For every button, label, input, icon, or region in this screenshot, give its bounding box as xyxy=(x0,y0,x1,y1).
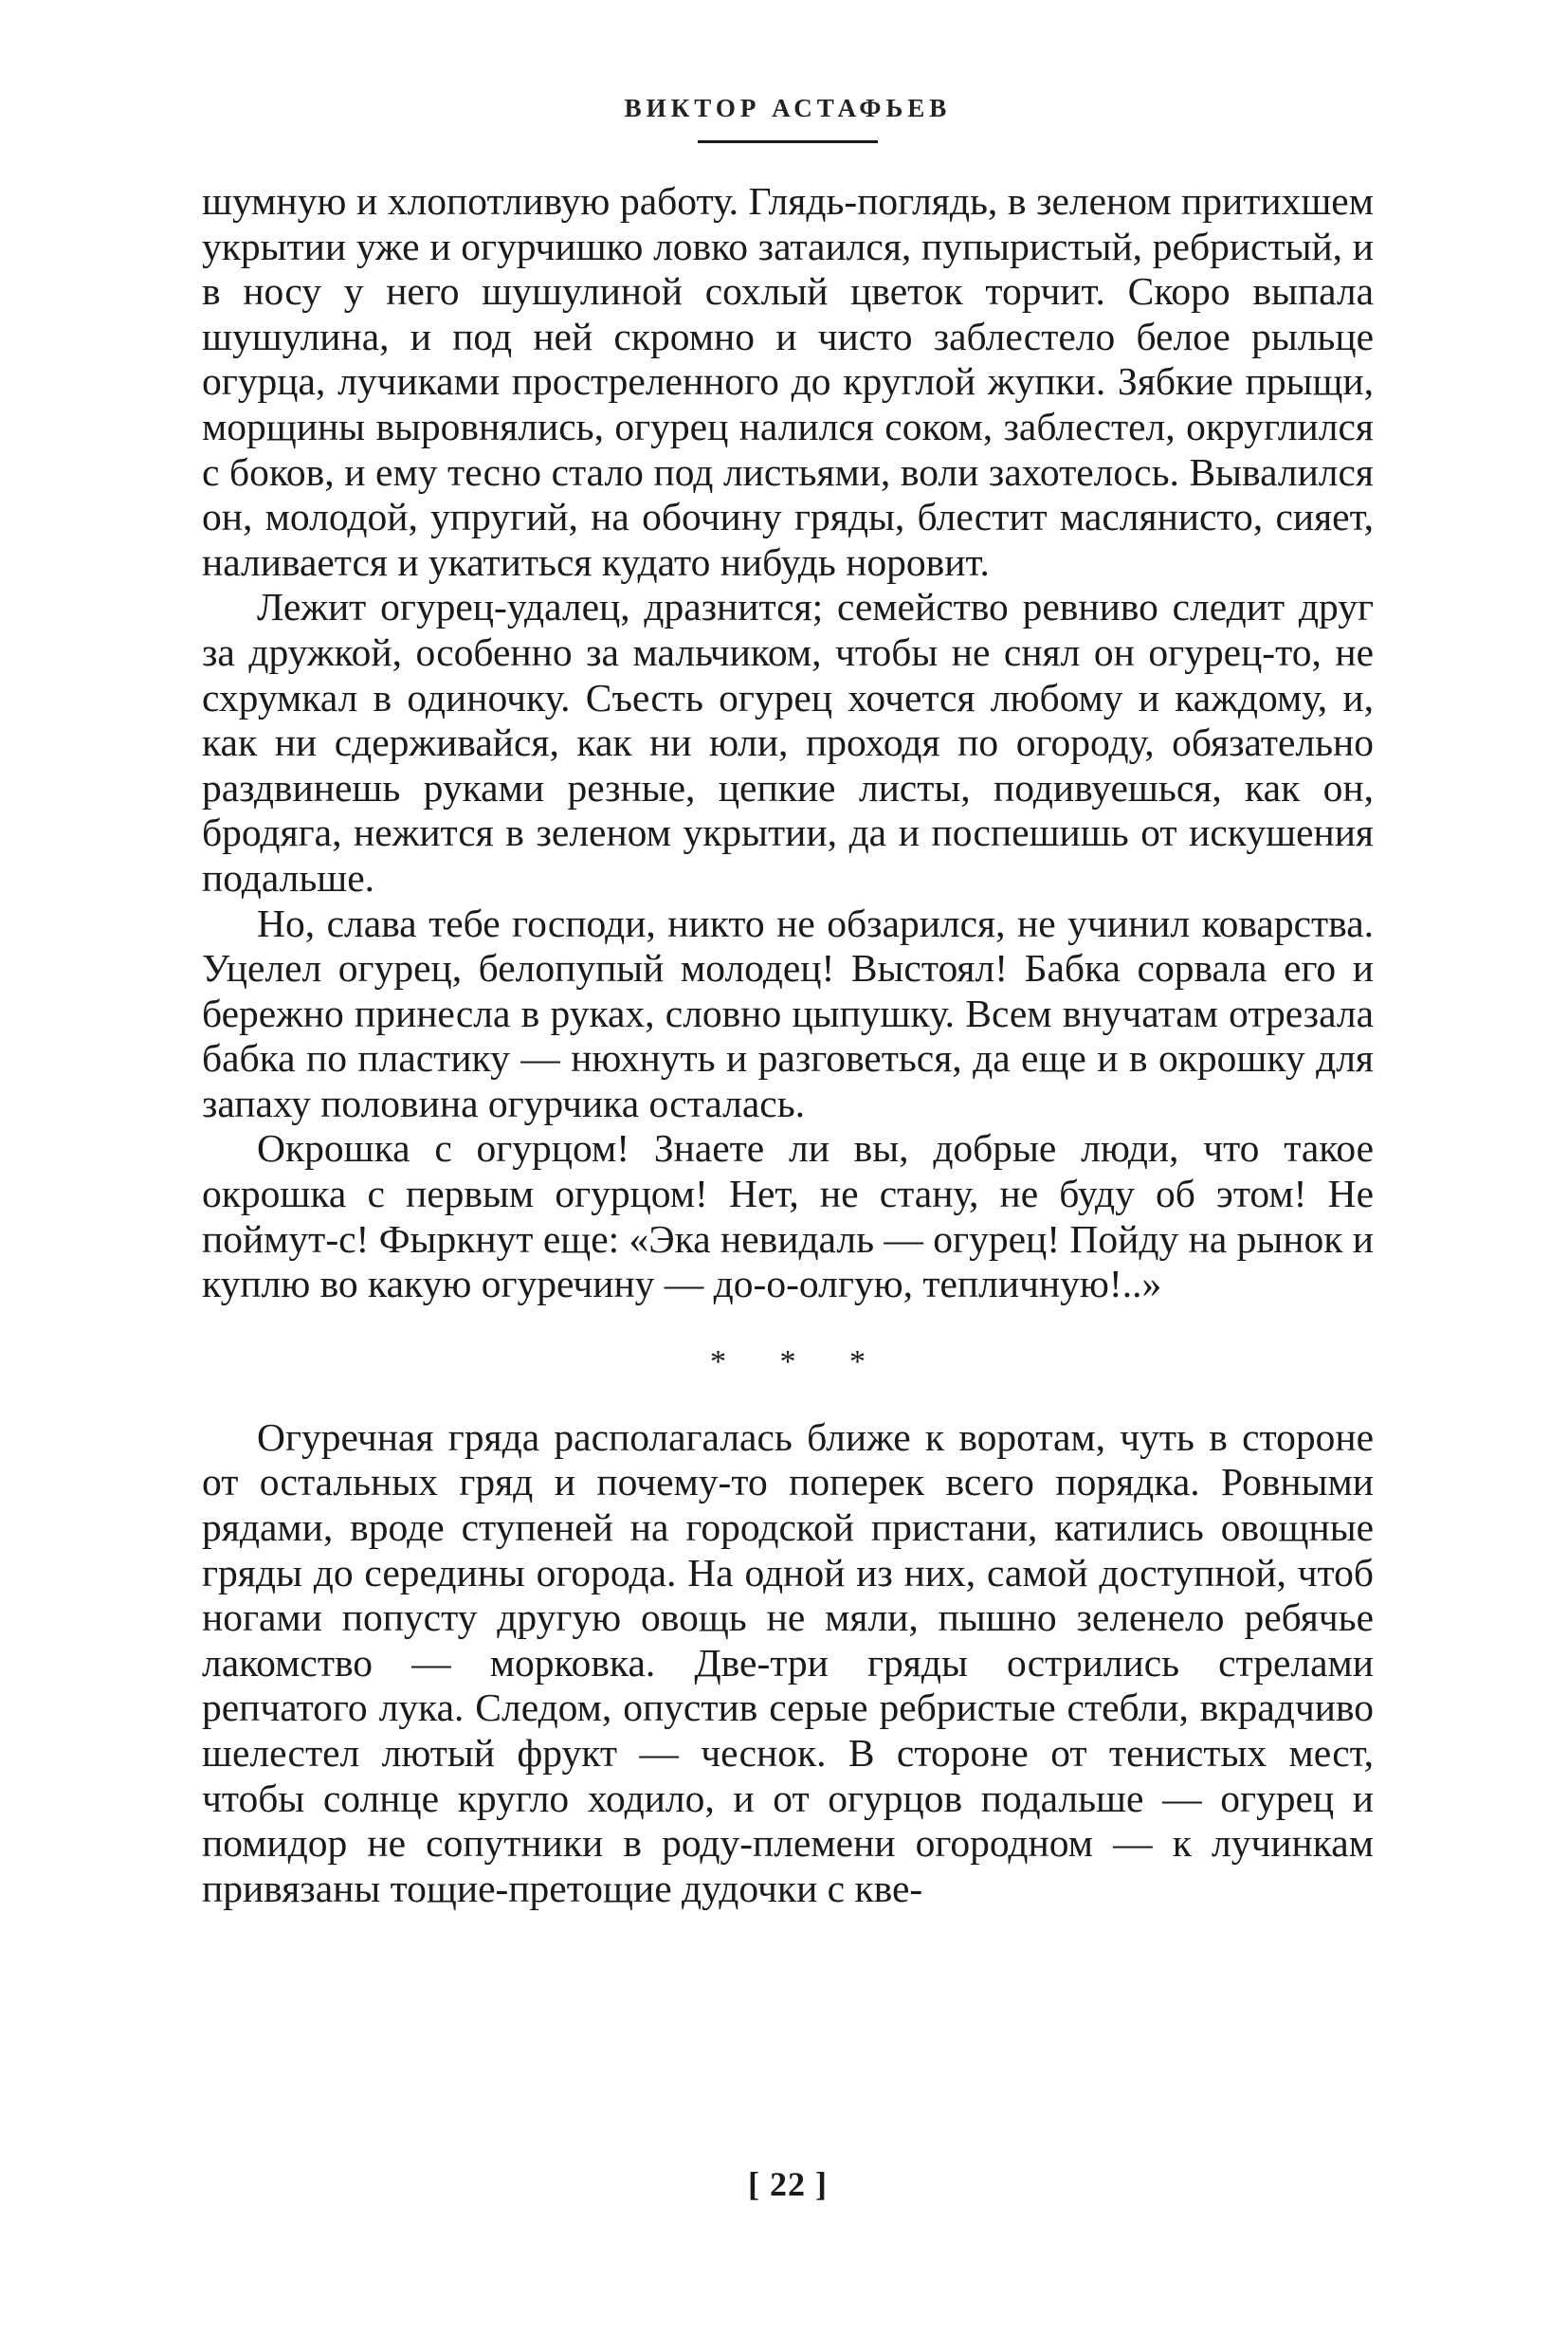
paragraph: шумную и хлопотливую работу. Глядь-поглядь, в зеленом притихшем укрытии уже и огурчишко ловко затаился, пупыристый, ребристый, и в носу у него шушулиной сохлый цветок торчит. Скоро выпала шушулина, и под ней скромно и чисто заблестело белое рыльце огурца, лучиками простреленного до круглой жупки. Зябкие прыщи, морщины выровнялись, огурец налился соком, заблестел, округлился с боков, и ему тесно стало под листьями, воли захотелось. Вывалился он, молодой, упругий, на обочину гряды, блестит маслянисто, сияет, наливается и укатиться кудато нибудь норовит. xyxy=(202,179,1374,584)
header-rule xyxy=(698,140,878,143)
section-break: * * * xyxy=(710,1343,888,1379)
paragraph: Огуречная гряда располагалась ближе к воротам, чуть в стороне от остальных гряд и почему-то поперек всего порядка. Ровными рядами, вроде ступеней на городской пристани, катились овощные гряды до середины огорода. На одной из них, самой доступной, чтоб ногами попусту другую овощь не мяли, пышно зеленело ребячье лакомство — морковка. Две-три гряды острились стрелами репчатого лука. Следом, опустив серые ребристые стебли, вкрадчиво шелестел лютый фрукт — чеснок. В стороне от тенистых мест, чтобы солнце кругло ходило, и от огурцов подальше — огурец и помидор не сопутники в роду-племени огородном — к лучинкам привязаны тощие-претощие дудочки с кве- xyxy=(202,1414,1374,1910)
paragraph: Лежит огурец-удалец, дразнится; семейство ревниво следит друг за дружкой, особенно за мальчиком, чтобы не снял он огурец-то, не схрумкал в одиночку. Съесть огурец хочется любому и каждому, и, как ни сдерживайся, как ни юли, проходя по огороду, обязательно раздвинешь руками резные, цепкие листы, подивуешься, как он, бродяга, нежится в зеленом укрытии, да и поспешишь от искушения подальше. xyxy=(202,585,1374,900)
page-number: [ 22 ] xyxy=(748,2165,828,2203)
book-page xyxy=(202,90,1374,2289)
paragraph: Окрошка с огурцом! Знаете ли вы, добрые люди, что такое окрошка с первым огурцом! Нет, не стану, не буду об этом! Не поймут-с! Фыркнут еще: «Эка невидаль — огурец! Пойду на рынок и куплю во какую огуречину — до-о-олгую, тепличную!..» xyxy=(202,1126,1374,1306)
author-name: ВИКТОР АСТАФЬЕВ xyxy=(624,94,952,122)
running-header xyxy=(202,94,1374,143)
paragraph: Но, слава тебе господи, никто не обзарился, не учинил коварства. Уцелел огурец, белопупый молодец! Выстоял! Бабка сорвала его и бережно принесла в руках, словно цыпушку. Всем внучатам отрезала бабка по пластику — нюхнуть и разговеться, да еще и в окрошку для запаху половина огурчика осталась. xyxy=(202,901,1374,1125)
body-text xyxy=(202,179,1374,1911)
